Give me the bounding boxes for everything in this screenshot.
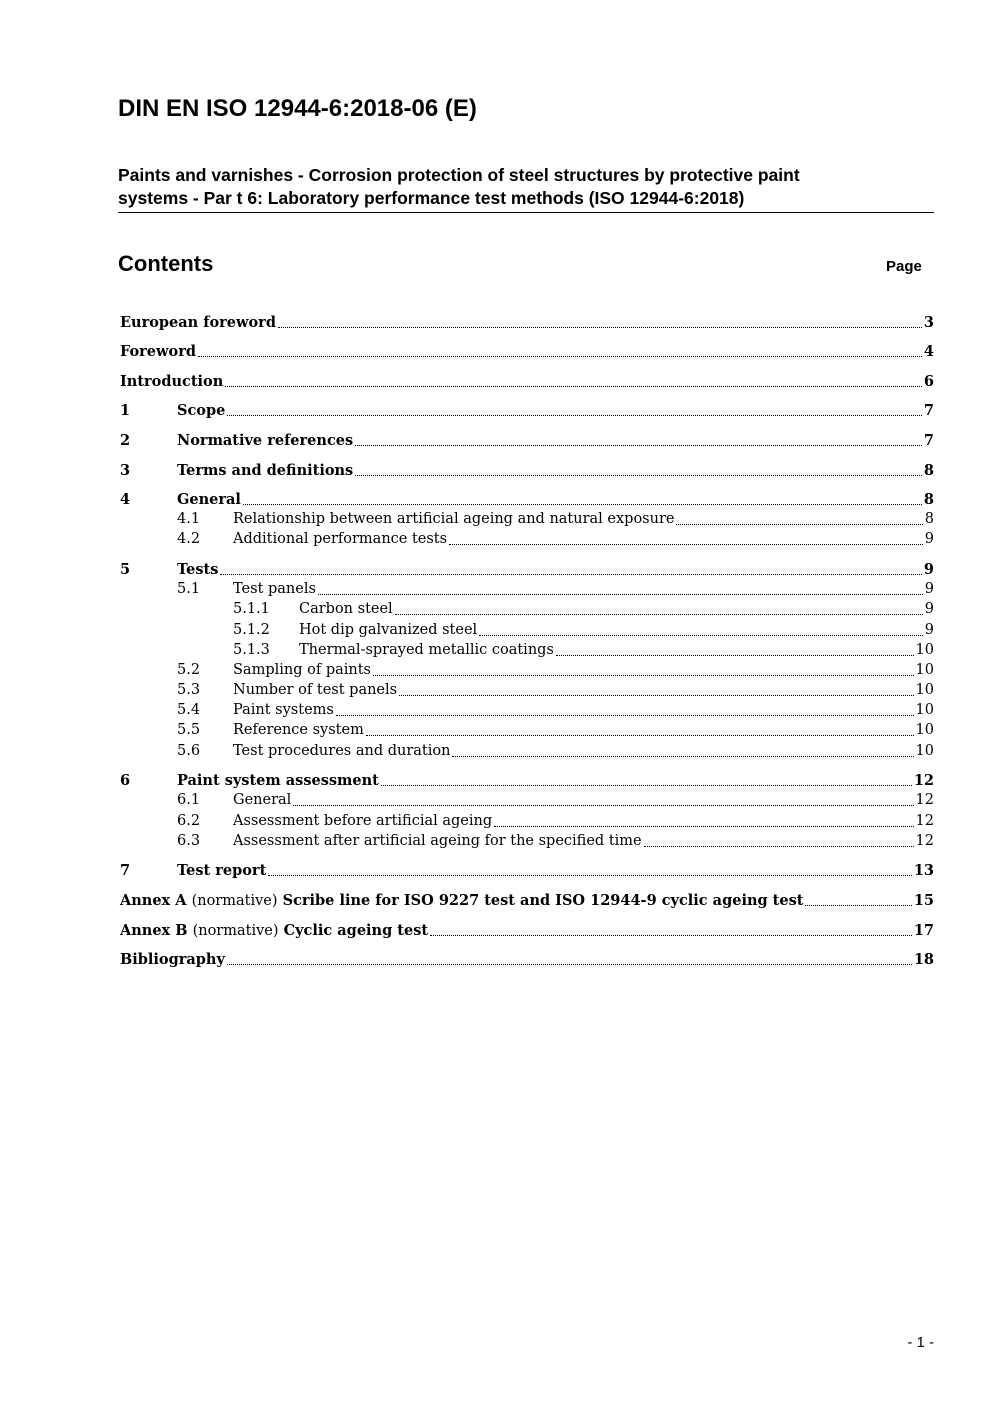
toc-leader-dots <box>430 935 912 936</box>
toc-entry-5-1[interactable] <box>120 579 934 600</box>
toc-entry-number: 4 <box>120 491 131 508</box>
document-id: DIN EN ISO 12944-6:2018-06 (E) <box>118 95 477 122</box>
toc-entry-4-1[interactable] <box>120 509 934 530</box>
toc-entry-number: 4.1 <box>177 511 201 527</box>
toc-entry-title: Bibliography <box>120 951 225 968</box>
toc-leader-dots <box>373 675 914 676</box>
toc-entry-page: 9 <box>924 601 934 617</box>
annex-title: Scribe line for ISO 9227 test and ISO 12944-9 cyclic ageing test <box>282 892 804 909</box>
toc-entry-number: 6.1 <box>177 792 201 808</box>
toc-entry-5-1-3[interactable] <box>120 640 934 661</box>
toc-entry-title: Assessment before artificial ageing <box>233 813 493 829</box>
toc-entry-number: 6.2 <box>177 813 201 829</box>
toc-entry-page: 7 <box>923 432 934 449</box>
toc-entry-number: 5.4 <box>177 702 201 718</box>
toc-entry-title: Tests <box>177 561 219 578</box>
toc-entry-title: Additional performance tests <box>233 531 448 547</box>
contents-heading: Contents <box>118 251 214 276</box>
toc-leader-dots <box>479 635 923 636</box>
toc-entry-title: Test panels <box>233 581 316 597</box>
page-column-label: Page <box>886 258 922 275</box>
toc-entry-number: 5.3 <box>177 682 201 698</box>
toc-entry-number: 2 <box>120 432 131 449</box>
toc-leader-dots <box>676 524 922 525</box>
toc-entry-page: 10 <box>915 702 934 718</box>
toc-entry-page: 12 <box>915 833 934 849</box>
toc-entry-page: 18 <box>913 951 934 968</box>
toc-entry-terms-and-definitions[interactable] <box>120 460 934 481</box>
toc-entry-title: General <box>233 792 292 808</box>
toc-entry-introduction[interactable] <box>120 371 934 392</box>
toc-entry-foreword[interactable] <box>120 341 934 362</box>
toc-leader-dots <box>227 964 912 965</box>
toc-entry-6-1[interactable] <box>120 790 934 811</box>
toc-entry-title: Test procedures and duration <box>233 743 451 759</box>
annex-title: Cyclic ageing test <box>283 922 429 939</box>
toc-entry-normative-references[interactable] <box>120 430 934 451</box>
toc-entry-title: Carbon steel <box>299 601 393 617</box>
toc-entry-title: Terms and definitions <box>177 462 354 479</box>
toc-entry-page: 9 <box>924 531 934 547</box>
subtitle-line-1: Paints and varnishes - Corrosion protection of steel structures by protective paint <box>118 165 800 185</box>
toc-leader-dots <box>318 594 923 595</box>
toc-entry-title: Introduction <box>120 373 224 390</box>
toc-entry-page: 3 <box>923 314 934 331</box>
toc-entry-5-6[interactable] <box>120 741 934 762</box>
toc-entry-number: 1 <box>120 402 131 419</box>
toc-entry-number: 5.1.1 <box>233 601 270 617</box>
toc-leader-dots <box>336 715 914 716</box>
toc-entry-page: 10 <box>915 722 934 738</box>
toc-entry-annex-b[interactable] <box>120 920 934 941</box>
toc-leader-dots <box>293 805 913 806</box>
toc-entry-title: European foreword <box>120 314 276 331</box>
toc-entry-page: 9 <box>924 622 934 638</box>
toc-entry-page: 10 <box>915 743 934 759</box>
toc-entry-title: Relationship between artificial ageing and natural exposure <box>233 511 675 527</box>
toc-entry-page: 9 <box>923 561 934 578</box>
toc-entry-title: Paint system assessment <box>177 772 379 789</box>
toc-entry-page: 10 <box>915 642 934 658</box>
toc-leader-dots <box>366 735 914 736</box>
toc-entry-5-4[interactable] <box>120 700 934 721</box>
toc-entry-bibliography[interactable] <box>120 949 934 970</box>
toc-entry-title: Reference system <box>233 722 364 738</box>
toc-leader-dots <box>198 356 922 357</box>
toc-leader-dots <box>225 386 922 387</box>
toc-entry-scope[interactable] <box>120 400 934 421</box>
toc-entry-general[interactable] <box>120 489 934 510</box>
toc-entry-number: 5.5 <box>177 722 201 738</box>
toc-entry-5-2[interactable] <box>120 660 934 681</box>
toc-entry-title: General <box>177 491 241 508</box>
toc-entry-number: 5.1.3 <box>233 642 270 658</box>
toc-entry-title <box>120 920 428 942</box>
toc-entry-tests[interactable] <box>120 559 934 580</box>
toc-entry-page: 9 <box>924 581 934 597</box>
toc-leader-dots <box>355 445 922 446</box>
toc-entry-page: 12 <box>913 772 934 789</box>
toc-entry-page: 13 <box>913 862 934 879</box>
toc-entry-page: 12 <box>915 792 934 808</box>
toc-entry-number: 6.3 <box>177 833 201 849</box>
toc-entry-6-2[interactable] <box>120 811 934 832</box>
toc-leader-dots <box>556 655 914 656</box>
toc-leader-dots <box>644 846 914 847</box>
toc-entry-title: Sampling of paints <box>233 662 371 678</box>
toc-entry-number: 5.6 <box>177 743 201 759</box>
toc-entry-page: 8 <box>923 462 934 479</box>
subtitle-line-2: systems - Par t 6: Laboratory performance test methods (ISO 12944-6:2018) <box>118 188 745 208</box>
toc-entry-title: Assessment after artificial ageing for the specified time <box>233 833 642 849</box>
toc-leader-dots <box>220 574 922 575</box>
toc-entry-title: Paint systems <box>233 702 334 718</box>
toc-entry-page: 4 <box>923 343 934 360</box>
toc-entry-page: 12 <box>915 813 934 829</box>
toc-leader-dots <box>452 756 913 757</box>
toc-entry-6-3[interactable] <box>120 831 934 852</box>
toc-entry-5-5[interactable] <box>120 720 934 741</box>
toc-entry-5-1-1[interactable] <box>120 599 934 620</box>
toc-entry-page: 15 <box>913 892 934 909</box>
toc-leader-dots <box>227 415 922 416</box>
toc-entry-title: Normative references <box>177 432 354 449</box>
toc-entry-number: 4.2 <box>177 531 201 547</box>
toc-entry-page: 17 <box>913 922 934 939</box>
toc-leader-dots <box>381 785 912 786</box>
annex-label: Annex A <box>120 892 187 909</box>
toc-entry-number: 7 <box>120 862 131 879</box>
toc-entry-annex-a[interactable] <box>120 890 934 911</box>
toc-entry-title: Thermal-sprayed metallic coatings <box>299 642 554 658</box>
toc-leader-dots <box>268 875 912 876</box>
toc-entry-number: 5.1 <box>177 581 201 597</box>
toc-entry-paint-system-assessment[interactable] <box>120 770 934 791</box>
toc-entry-page: 10 <box>915 662 934 678</box>
annex-label: Annex B <box>120 922 188 939</box>
toc-entry-5-3[interactable] <box>120 680 934 701</box>
toc-leader-dots <box>395 614 923 615</box>
toc-entry-number: 5 <box>120 561 131 578</box>
toc-leader-dots <box>805 905 911 906</box>
toc-leader-dots <box>399 695 913 696</box>
toc-leader-dots <box>278 327 922 328</box>
toc-entry-test-report[interactable] <box>120 860 934 881</box>
toc-entry-page: 10 <box>915 682 934 698</box>
toc-leader-dots <box>494 826 913 827</box>
toc-entry-number: 3 <box>120 462 131 479</box>
toc-entry-page: 6 <box>923 373 934 390</box>
footer-page-number: - 1 - <box>907 1334 934 1351</box>
annex-type: (normative) <box>191 893 278 909</box>
toc-entry-title: Foreword <box>120 343 196 360</box>
annex-type: (normative) <box>192 923 279 939</box>
toc-entry-title <box>120 890 803 912</box>
document-subtitle <box>118 164 934 213</box>
toc-entry-title: Hot dip galvanized steel <box>299 622 478 638</box>
toc-leader-dots <box>449 544 923 545</box>
toc-leader-dots <box>355 475 922 476</box>
toc-entry-title: Scope <box>177 402 226 419</box>
toc-entry-number: 6 <box>120 772 131 789</box>
toc-entry-page: 7 <box>923 402 934 419</box>
toc-entry-5-1-2[interactable] <box>120 620 934 641</box>
toc-entry-4-2[interactable] <box>120 529 934 550</box>
toc-entry-page: 8 <box>924 511 934 527</box>
toc-entry-title: Test report <box>177 862 267 879</box>
toc-leader-dots <box>243 504 922 505</box>
toc-entry-title: Number of test panels <box>233 682 398 698</box>
toc-entry-number: 5.1.2 <box>233 622 270 638</box>
toc-entry-european-foreword[interactable] <box>120 312 934 333</box>
toc-entry-number: 5.2 <box>177 662 201 678</box>
toc-entry-page: 8 <box>923 491 934 508</box>
